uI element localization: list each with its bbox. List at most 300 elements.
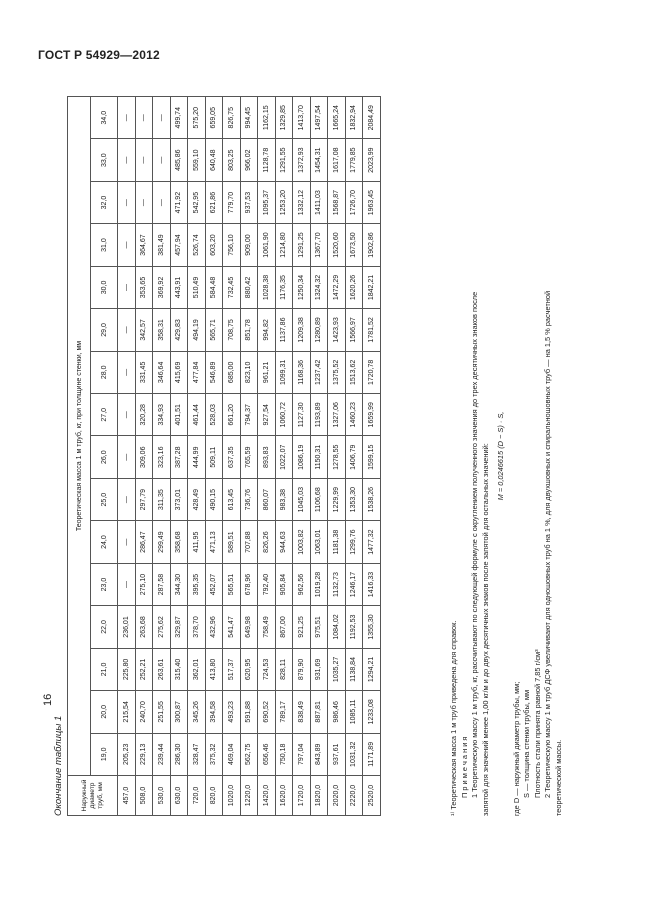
table-row bbox=[310, 97, 328, 816]
mass-cell: 708,75 bbox=[223, 309, 241, 351]
mass-cell: 1779,85 bbox=[345, 139, 363, 181]
table-row bbox=[328, 97, 346, 816]
mass-cell: 1832,94 bbox=[345, 97, 363, 139]
mass-cell: — bbox=[118, 181, 136, 223]
mass-cell: 1095,37 bbox=[258, 181, 276, 223]
mass-cell: 661,20 bbox=[223, 394, 241, 436]
mass-cell: 546,89 bbox=[205, 351, 223, 393]
mass-cell: 851,78 bbox=[240, 309, 258, 351]
mass-cell: 562,75 bbox=[240, 733, 258, 775]
mass-cell: 828,11 bbox=[275, 648, 293, 690]
mass-cell: — bbox=[118, 436, 136, 478]
mass-cell: 1132,73 bbox=[328, 563, 346, 605]
mass-cell: 1253,20 bbox=[275, 181, 293, 223]
thickness-header-cell: 26,0 bbox=[91, 436, 118, 478]
mass-cell: 428,49 bbox=[188, 478, 206, 520]
note-1-line-1: 1 Теоретическую массу 1 м труб, кг, рассчитывают по следующей формуле с округлением полученного значения до трех десятичных знаков после bbox=[470, 291, 479, 798]
mass-cell: 931,69 bbox=[310, 648, 328, 690]
mass-cell: 381,49 bbox=[153, 224, 171, 266]
thickness-header-row bbox=[91, 97, 118, 816]
mass-cell: 1423,93 bbox=[328, 309, 346, 351]
density-note: Плотность стали принята равной 7,85 г/см³ bbox=[532, 649, 542, 798]
diameter-cell: 530,0 bbox=[153, 776, 171, 816]
mass-cell: 909,00 bbox=[240, 224, 258, 266]
mass-cell: 411,95 bbox=[188, 521, 206, 563]
mass-cell: 1168,36 bbox=[293, 351, 311, 393]
table-row bbox=[240, 97, 258, 816]
mass-cell: 286,30 bbox=[170, 733, 188, 775]
mass-cell: 452,07 bbox=[205, 563, 223, 605]
mass-cell: 887,81 bbox=[310, 691, 328, 733]
mass-cell: 263,61 bbox=[153, 648, 171, 690]
mass-cell: 461,44 bbox=[188, 394, 206, 436]
mass-cell: 375,32 bbox=[205, 733, 223, 775]
thickness-header-cell: 19,0 bbox=[91, 733, 118, 775]
mass-cell: 300,87 bbox=[170, 691, 188, 733]
mass-cell: 1477,32 bbox=[363, 521, 381, 563]
mass-cell: 843,89 bbox=[310, 733, 328, 775]
mass-cell: 358,31 bbox=[153, 309, 171, 351]
mass-cell: 838,49 bbox=[293, 691, 311, 733]
mass-cell: — bbox=[118, 266, 136, 308]
mass-cell: 315,40 bbox=[170, 648, 188, 690]
mass-cell: 2084,49 bbox=[363, 97, 381, 139]
mass-cell: 395,35 bbox=[188, 563, 206, 605]
mass-cell: 346,64 bbox=[153, 351, 171, 393]
mass-cell: 1472,29 bbox=[328, 266, 346, 308]
mass-cell: 1233,08 bbox=[363, 691, 381, 733]
table-caption: Окончание таблицы 1 bbox=[53, 715, 64, 816]
mass-cell: 921,25 bbox=[293, 606, 311, 648]
mass-cell: 490,15 bbox=[205, 478, 223, 520]
table-header-row bbox=[68, 97, 91, 816]
mass-cell: 656,46 bbox=[258, 733, 276, 775]
mass-cell: 765,59 bbox=[240, 436, 258, 478]
mass-cell: 1963,45 bbox=[363, 181, 381, 223]
diameter-cell: 1220,0 bbox=[240, 776, 258, 816]
mass-cell: 373,01 bbox=[170, 478, 188, 520]
mass-cell: 485,86 bbox=[170, 139, 188, 181]
mass-cell: 1250,34 bbox=[293, 266, 311, 308]
mass-cell: 309,06 bbox=[135, 436, 153, 478]
mass-cell: 1294,21 bbox=[363, 648, 381, 690]
mass-cell: 1720,78 bbox=[363, 351, 381, 393]
mass-cell: 1659,99 bbox=[363, 394, 381, 436]
mass-cell: 732,45 bbox=[223, 266, 241, 308]
thickness-header-cell: 21,0 bbox=[91, 648, 118, 690]
mass-cell: 1454,31 bbox=[310, 139, 328, 181]
mass-cell: 364,67 bbox=[135, 224, 153, 266]
mass-cell: 240,70 bbox=[135, 691, 153, 733]
mass-cell: 1063,01 bbox=[310, 521, 328, 563]
mass-cell: 1085,11 bbox=[345, 691, 363, 733]
mass-cell: 685,00 bbox=[223, 351, 241, 393]
mass-cell: 378,70 bbox=[188, 606, 206, 648]
mass-cell: — bbox=[118, 139, 136, 181]
mass-cell: 1781,52 bbox=[363, 309, 381, 351]
mass-cell: 1162,15 bbox=[258, 97, 276, 139]
mass-cell: 443,91 bbox=[170, 266, 188, 308]
group-header: Теоретическая масса 1 м труб, кг, при толщине стенки, мм bbox=[68, 97, 91, 776]
mass-cell: 756,10 bbox=[223, 224, 241, 266]
table-row bbox=[223, 97, 241, 816]
mass-cell: 215,54 bbox=[118, 691, 136, 733]
thickness-header-cell: 29,0 bbox=[91, 309, 118, 351]
mass-cell: 1193,89 bbox=[310, 394, 328, 436]
mass-cell: 2023,99 bbox=[363, 139, 381, 181]
mass-cell: 358,68 bbox=[170, 521, 188, 563]
mass-cell: — bbox=[135, 181, 153, 223]
table-row bbox=[363, 97, 381, 816]
mass-cell: — bbox=[118, 478, 136, 520]
mass-cell: 457,94 bbox=[170, 224, 188, 266]
table-row bbox=[275, 97, 293, 816]
mass-cell: 510,49 bbox=[188, 266, 206, 308]
table-row bbox=[153, 97, 171, 816]
mass-cell: 779,70 bbox=[223, 181, 241, 223]
mass-cell: 287,58 bbox=[153, 563, 171, 605]
mass-cell: 493,23 bbox=[223, 691, 241, 733]
mass-cell: 613,45 bbox=[223, 478, 241, 520]
mass-cell: 344,30 bbox=[170, 563, 188, 605]
mass-cell: 575,20 bbox=[188, 97, 206, 139]
thickness-header-cell: 30,0 bbox=[91, 266, 118, 308]
mass-cell: 649,98 bbox=[240, 606, 258, 648]
mass-cell: 499,74 bbox=[170, 97, 188, 139]
mass-cell: 879,90 bbox=[293, 648, 311, 690]
diameter-cell: 1720,0 bbox=[293, 776, 311, 816]
mass-cell: 1099,31 bbox=[275, 351, 293, 393]
mass-cell: 320,28 bbox=[135, 394, 153, 436]
mass-cell: 994,82 bbox=[258, 309, 276, 351]
mass-cell: 1355,30 bbox=[363, 606, 381, 648]
mass-cell: 1192,53 bbox=[345, 606, 363, 648]
mass-cell: 331,45 bbox=[135, 351, 153, 393]
mass-cell: 880,42 bbox=[240, 266, 258, 308]
mass-cell: 640,48 bbox=[205, 139, 223, 181]
mass-cell: 983,38 bbox=[275, 478, 293, 520]
page-number: 16 bbox=[42, 693, 54, 706]
mass-cell: 1568,87 bbox=[328, 181, 346, 223]
diameter-cell: 630,0 bbox=[170, 776, 188, 816]
mass-cell: 239,44 bbox=[153, 733, 171, 775]
diameter-cell: 1620,0 bbox=[275, 776, 293, 816]
table-row bbox=[188, 97, 206, 816]
mass-cell: 329,87 bbox=[170, 606, 188, 648]
mass-cell: 826,26 bbox=[258, 521, 276, 563]
mass-cell: 826,75 bbox=[223, 97, 241, 139]
table-body bbox=[118, 97, 381, 816]
mass-cell: 905,84 bbox=[275, 563, 293, 605]
diameter-cell: 720,0 bbox=[188, 776, 206, 816]
mass-cell: 236,01 bbox=[118, 606, 136, 648]
mass-cell: 1106,68 bbox=[310, 478, 328, 520]
rotated-page-content bbox=[53, 96, 593, 816]
mass-cell: 975,51 bbox=[310, 606, 328, 648]
mass-cell: 1061,90 bbox=[258, 224, 276, 266]
mass-cell: 1566,97 bbox=[345, 309, 363, 351]
mass-cell: 528,03 bbox=[205, 394, 223, 436]
footnote: ¹⁾ Теоретическая масса 1 м труб приведена для справок. bbox=[449, 620, 458, 816]
mass-cell: — bbox=[118, 521, 136, 563]
mass-cell: 369,92 bbox=[153, 266, 171, 308]
mass-cell: 444,99 bbox=[188, 436, 206, 478]
mass-cell: 736,76 bbox=[240, 478, 258, 520]
mass-cell: 263,68 bbox=[135, 606, 153, 648]
table-row bbox=[118, 97, 136, 816]
mass-cell: 1229,99 bbox=[328, 478, 346, 520]
note-2-line-1: 2 Теоретическую массу 1 м труб ДСФ увеличивают для одношовных труб на 1 %, для двухшовных и спиральношовных труб — на 1,5 % расчетной bbox=[543, 290, 552, 798]
mass-cell: 345,26 bbox=[188, 691, 206, 733]
where-d: где D — наружный диаметр трубы, мм; bbox=[511, 681, 521, 816]
mass-cell: 1411,03 bbox=[310, 181, 328, 223]
mass-cell: 415,69 bbox=[170, 351, 188, 393]
mass-cell: 413,80 bbox=[205, 648, 223, 690]
mass-cell: 494,19 bbox=[188, 309, 206, 351]
mass-cell: 1520,60 bbox=[328, 224, 346, 266]
mass-cell: 1035,27 bbox=[328, 648, 346, 690]
mass-cell: 1673,50 bbox=[345, 224, 363, 266]
mass-cell: 724,53 bbox=[258, 648, 276, 690]
diameter-cell: 457,0 bbox=[118, 776, 136, 816]
mass-cell: 1137,86 bbox=[275, 309, 293, 351]
diameter-cell: 2220,0 bbox=[345, 776, 363, 816]
mass-cell: 1726,70 bbox=[345, 181, 363, 223]
mass-cell: 1181,38 bbox=[328, 521, 346, 563]
mass-cell: 637,35 bbox=[223, 436, 241, 478]
mass-cell: 927,54 bbox=[258, 394, 276, 436]
mass-cell: 323,16 bbox=[153, 436, 171, 478]
mass-cell: 275,62 bbox=[153, 606, 171, 648]
mass-cell: 353,65 bbox=[135, 266, 153, 308]
mass-cell: 526,74 bbox=[188, 224, 206, 266]
mass-cell: 311,35 bbox=[153, 478, 171, 520]
mass-cell: 794,37 bbox=[240, 394, 258, 436]
mass-cell: 893,83 bbox=[258, 436, 276, 478]
mass-cell: 559,10 bbox=[188, 139, 206, 181]
mass-cell: 1665,24 bbox=[328, 97, 346, 139]
thickness-header-cell: 25,0 bbox=[91, 478, 118, 520]
mass-cell: 1003,82 bbox=[293, 521, 311, 563]
mass-cell: 584,48 bbox=[205, 266, 223, 308]
mass-cell: 1237,42 bbox=[310, 351, 328, 393]
mass-cell: — bbox=[153, 97, 171, 139]
diameter-header: Наружный диаметр труб, мм bbox=[68, 776, 118, 816]
mass-cell: 944,63 bbox=[275, 521, 293, 563]
mass-cell: — bbox=[118, 351, 136, 393]
mass-cell: 1176,35 bbox=[275, 266, 293, 308]
table-row bbox=[135, 97, 153, 816]
mass-cell: 387,28 bbox=[170, 436, 188, 478]
mass-cell: 603,20 bbox=[205, 224, 223, 266]
mass-cell: 1171,89 bbox=[363, 733, 381, 775]
mass-cell: 1127,30 bbox=[293, 394, 311, 436]
mass-cell: 225,80 bbox=[118, 648, 136, 690]
mass-cell: 342,57 bbox=[135, 309, 153, 351]
mass-cell: 1060,72 bbox=[275, 394, 293, 436]
mass-cell: 986,46 bbox=[328, 691, 346, 733]
mass-cell: 1214,80 bbox=[275, 224, 293, 266]
mass-cell: 1138,84 bbox=[345, 648, 363, 690]
mass-cell: 542,95 bbox=[188, 181, 206, 223]
mass-cell: 1031,32 bbox=[345, 733, 363, 775]
mass-cell: 1375,52 bbox=[328, 351, 346, 393]
thickness-header-cell: 23,0 bbox=[91, 563, 118, 605]
mass-cell: — bbox=[135, 139, 153, 181]
mass-cell: 1842,21 bbox=[363, 266, 381, 308]
formula: M = 0,0246615 (D − S) · S, bbox=[496, 411, 505, 501]
mass-cell: — bbox=[118, 224, 136, 266]
mass-cell: 565,51 bbox=[223, 563, 241, 605]
mass-cell: 1128,78 bbox=[258, 139, 276, 181]
mass-cell: 659,05 bbox=[205, 97, 223, 139]
mass-cell: 477,84 bbox=[188, 351, 206, 393]
mass-cell: 1150,31 bbox=[310, 436, 328, 478]
mass-cell: 1372,93 bbox=[293, 139, 311, 181]
thickness-header-cell: 32,0 bbox=[91, 181, 118, 223]
document-header: ГОСТ Р 54929—2012 bbox=[38, 48, 160, 62]
mass-cell: 471,92 bbox=[170, 181, 188, 223]
mass-cell: 1022,07 bbox=[275, 436, 293, 478]
mass-cell: 1045,03 bbox=[293, 478, 311, 520]
mass-cell: 429,83 bbox=[170, 309, 188, 351]
mass-cell: 690,52 bbox=[258, 691, 276, 733]
mass-cell: 299,49 bbox=[153, 521, 171, 563]
mass-cell: 297,79 bbox=[135, 478, 153, 520]
diameter-cell: 1820,0 bbox=[310, 776, 328, 816]
mass-cell: 509,11 bbox=[205, 436, 223, 478]
mass-cell: — bbox=[153, 139, 171, 181]
mass-cell: 937,61 bbox=[328, 733, 346, 775]
mass-cell: 541,47 bbox=[223, 606, 241, 648]
mass-cell: — bbox=[118, 394, 136, 436]
table-row bbox=[293, 97, 311, 816]
thickness-header-cell: 22,0 bbox=[91, 606, 118, 648]
thickness-header-cell: 31,0 bbox=[91, 224, 118, 266]
mass-cell: 867,00 bbox=[275, 606, 293, 648]
diameter-cell: 1420,0 bbox=[258, 776, 276, 816]
thickness-header-cell: 24,0 bbox=[91, 521, 118, 563]
where-s: S — толщина стенки трубы, мм bbox=[522, 689, 531, 798]
mass-table bbox=[67, 96, 381, 816]
mass-cell: 750,18 bbox=[275, 733, 293, 775]
mass-cell: 823,10 bbox=[240, 351, 258, 393]
mass-cell: 789,17 bbox=[275, 691, 293, 733]
mass-cell: 678,96 bbox=[240, 563, 258, 605]
mass-cell: 792,40 bbox=[258, 563, 276, 605]
table-row bbox=[170, 97, 188, 816]
mass-cell: 591,88 bbox=[240, 691, 258, 733]
mass-cell: 229,13 bbox=[135, 733, 153, 775]
mass-cell: 1084,02 bbox=[328, 606, 346, 648]
mass-cell: 286,47 bbox=[135, 521, 153, 563]
mass-cell: 707,88 bbox=[240, 521, 258, 563]
mass-cell: 1617,08 bbox=[328, 139, 346, 181]
mass-cell: 1291,25 bbox=[293, 224, 311, 266]
diameter-cell: 508,0 bbox=[135, 776, 153, 816]
table-row bbox=[205, 97, 223, 816]
mass-cell: 517,37 bbox=[223, 648, 241, 690]
mass-cell: 471,13 bbox=[205, 521, 223, 563]
mass-cell: 251,55 bbox=[153, 691, 171, 733]
mass-cell: 961,21 bbox=[258, 351, 276, 393]
thickness-header-cell: 27,0 bbox=[91, 394, 118, 436]
mass-cell: 1299,76 bbox=[345, 521, 363, 563]
mass-cell: 1291,55 bbox=[275, 139, 293, 181]
mass-cell: 205,23 bbox=[118, 733, 136, 775]
mass-cell: 334,93 bbox=[153, 394, 171, 436]
mass-cell: 1086,19 bbox=[293, 436, 311, 478]
mass-cell: 1902,86 bbox=[363, 224, 381, 266]
mass-cell: 589,51 bbox=[223, 521, 241, 563]
note-2-line-2: теоретической массы. bbox=[553, 739, 563, 816]
mass-cell: 860,07 bbox=[258, 478, 276, 520]
mass-cell: 620,95 bbox=[240, 648, 258, 690]
mass-cell: 803,25 bbox=[223, 139, 241, 181]
diameter-cell: 2520,0 bbox=[363, 776, 381, 816]
mass-cell: 1327,06 bbox=[328, 394, 346, 436]
mass-cell: 1329,85 bbox=[275, 97, 293, 139]
mass-cell: 1367,70 bbox=[310, 224, 328, 266]
mass-cell: 469,04 bbox=[223, 733, 241, 775]
mass-cell: 758,49 bbox=[258, 606, 276, 648]
mass-cell: — bbox=[118, 309, 136, 351]
thickness-header-cell: 34,0 bbox=[91, 97, 118, 139]
thickness-header-cell: 33,0 bbox=[91, 139, 118, 181]
mass-cell: 994,45 bbox=[240, 97, 258, 139]
mass-cell: 401,51 bbox=[170, 394, 188, 436]
mass-cell: — bbox=[153, 181, 171, 223]
mass-cell: 1028,38 bbox=[258, 266, 276, 308]
mass-cell: 962,56 bbox=[293, 563, 311, 605]
mass-cell: 565,71 bbox=[205, 309, 223, 351]
mass-cell: 1332,12 bbox=[293, 181, 311, 223]
mass-cell: 1353,30 bbox=[345, 478, 363, 520]
mass-cell: 1513,62 bbox=[345, 351, 363, 393]
mass-cell: 1460,23 bbox=[345, 394, 363, 436]
mass-cell: 1406,79 bbox=[345, 436, 363, 478]
mass-cell: 797,04 bbox=[293, 733, 311, 775]
diameter-cell: 820,0 bbox=[205, 776, 223, 816]
mass-cell: — bbox=[118, 563, 136, 605]
mass-cell: 1278,55 bbox=[328, 436, 346, 478]
mass-cell: 1019,28 bbox=[310, 563, 328, 605]
mass-cell: 1620,26 bbox=[345, 266, 363, 308]
mass-cell: 252,21 bbox=[135, 648, 153, 690]
thickness-header-cell: 28,0 bbox=[91, 351, 118, 393]
diameter-cell: 1020,0 bbox=[223, 776, 241, 816]
mass-cell: 1280,89 bbox=[310, 309, 328, 351]
mass-cell: 937,53 bbox=[240, 181, 258, 223]
mass-cell: 1497,54 bbox=[310, 97, 328, 139]
mass-cell: 394,58 bbox=[205, 691, 223, 733]
mass-cell: 1324,32 bbox=[310, 266, 328, 308]
mass-cell: 275,10 bbox=[135, 563, 153, 605]
mass-cell: — bbox=[135, 97, 153, 139]
diameter-cell: 2020,0 bbox=[328, 776, 346, 816]
mass-cell: 1209,38 bbox=[293, 309, 311, 351]
mass-cell: 328,47 bbox=[188, 733, 206, 775]
mass-cell: 362,01 bbox=[188, 648, 206, 690]
mass-cell: — bbox=[118, 97, 136, 139]
table-row bbox=[258, 97, 276, 816]
mass-cell: 1413,70 bbox=[293, 97, 311, 139]
mass-cell: 432,96 bbox=[205, 606, 223, 648]
notes-block bbox=[449, 96, 564, 816]
mass-cell: 621,86 bbox=[205, 181, 223, 223]
thickness-header-cell: 20,0 bbox=[91, 691, 118, 733]
mass-cell: 1416,33 bbox=[363, 563, 381, 605]
